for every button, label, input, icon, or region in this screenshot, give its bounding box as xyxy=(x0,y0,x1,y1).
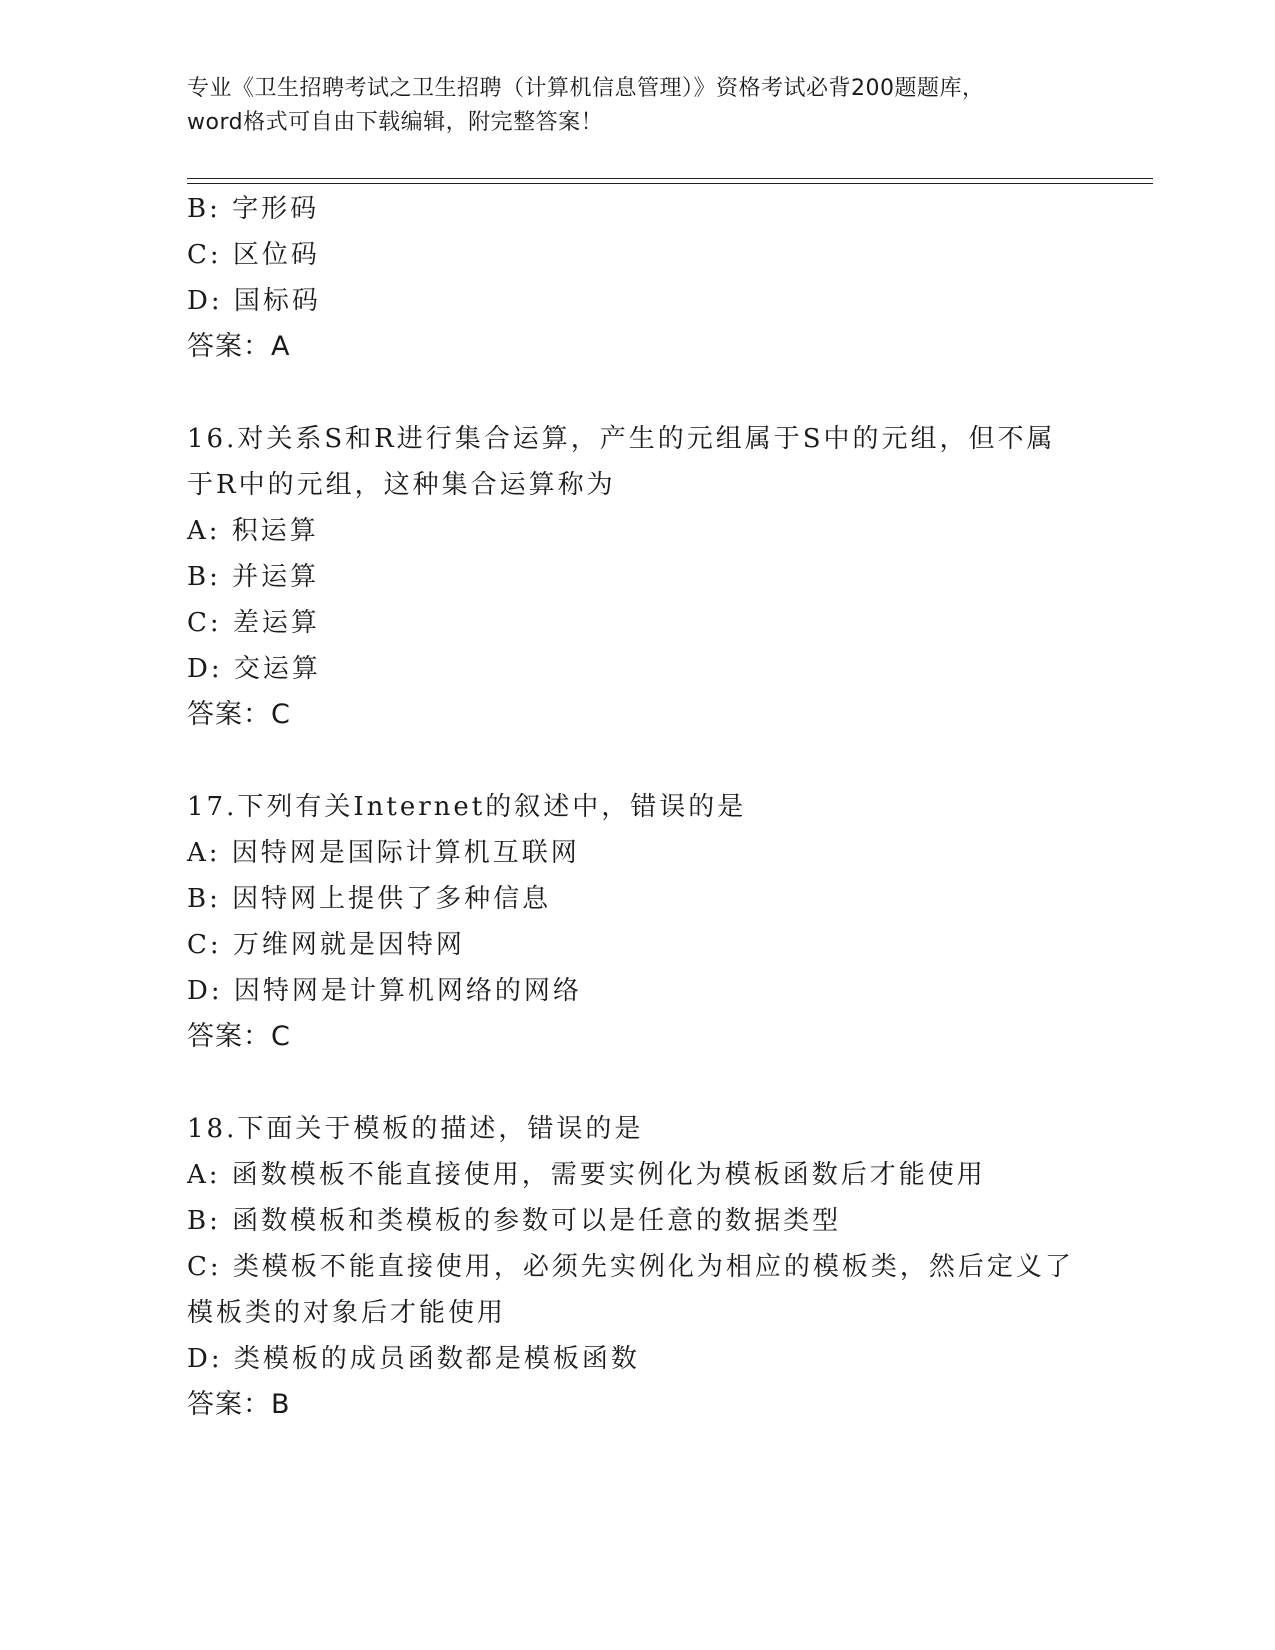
option-c: C: 区位码 xyxy=(187,240,320,270)
document-header xyxy=(187,72,1087,140)
question-block-18 xyxy=(187,1106,1087,1428)
block-spacer xyxy=(187,370,1087,416)
option-d: D: 国标码 xyxy=(187,286,321,316)
question-content xyxy=(187,186,1087,1428)
option-b: B: 函数模板和类模板的参数可以是任意的数据类型 xyxy=(187,1206,842,1236)
block-spacer xyxy=(187,1060,1087,1106)
header-title-line-2: word格式可自由下载编辑，附完整答案！ xyxy=(187,110,604,135)
answer-line: 答案：A xyxy=(187,331,291,362)
option-d: D: 交运算 xyxy=(187,654,321,684)
question-block-16 xyxy=(187,416,1087,738)
option-b: B: 因特网上提供了多种信息 xyxy=(187,884,552,914)
question-text: 17.下列有关Internet的叙述中，错误的是 xyxy=(187,792,747,822)
answer-line: 答案：B xyxy=(187,1389,291,1420)
option-a: A: 函数模板不能直接使用，需要实例化为模板函数后才能使用 xyxy=(187,1160,986,1190)
question-block-17 xyxy=(187,784,1087,1060)
option-a: A: 因特网是国际计算机互联网 xyxy=(187,838,580,868)
answer-line: 答案：C xyxy=(187,699,291,730)
question-text-continued: 于R中的元组，这种集合运算称为 xyxy=(187,470,616,500)
option-d: D: 因特网是计算机网络的网络 xyxy=(187,976,582,1006)
option-c: C: 万维网就是因特网 xyxy=(187,930,465,960)
option-c-continued: 模板类的对象后才能使用 xyxy=(187,1298,507,1328)
answer-line: 答案：C xyxy=(187,1021,291,1052)
header-divider-top xyxy=(187,178,1153,179)
question-text: 16.对关系S和R进行集合运算，产生的元组属于S中的元组，但不属 xyxy=(187,424,1056,454)
option-b: B: 字形码 xyxy=(187,194,320,224)
block-spacer xyxy=(187,738,1087,784)
option-a: A: 积运算 xyxy=(187,516,319,546)
option-c: C: 差运算 xyxy=(187,608,320,638)
option-b: B: 并运算 xyxy=(187,562,320,592)
question-text: 18.下面关于模板的描述，错误的是 xyxy=(187,1114,644,1144)
header-divider-bottom xyxy=(187,183,1153,184)
header-title-line-1: 专业《卫生招聘考试之卫生招聘（计算机信息管理）》资格考试必背200题题库， xyxy=(187,76,985,101)
question-block-15 xyxy=(187,186,1087,370)
option-c: C: 类模板不能直接使用，必须先实例化为相应的模板类，然后定义了 xyxy=(187,1252,1074,1282)
option-d: D: 类模板的成员函数都是模板函数 xyxy=(187,1344,640,1374)
